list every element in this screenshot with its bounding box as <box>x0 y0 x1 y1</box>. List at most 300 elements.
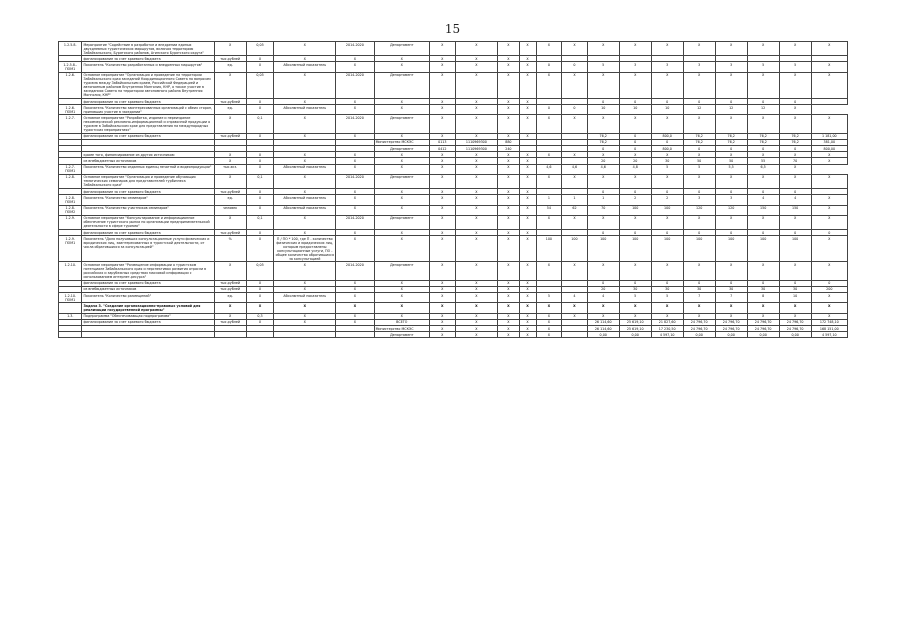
table-cell: 30 <box>779 286 811 292</box>
table-cell: 2014-2020 <box>336 174 374 188</box>
table-cell: 1.2.10. ПОМ1 <box>59 293 82 303</box>
table-cell: Х <box>274 303 336 313</box>
table-cell: Х <box>651 42 683 56</box>
table-cell: Х <box>519 205 536 215</box>
table-cell: 1.2.8. ПОМ1 <box>59 195 82 205</box>
table-cell: 70 <box>587 205 619 215</box>
table-cell: Основное мероприятие "Организация и проведение обучающих тематических семинаров для представителей турбизнеса Забайкальского края" <box>82 174 214 188</box>
table-cell: Х <box>587 303 619 313</box>
table-cell: 0,00 <box>619 332 651 338</box>
table-cell <box>214 332 246 338</box>
table-cell: Х <box>811 115 847 133</box>
table-cell: Х <box>536 325 562 331</box>
table-cell: Х <box>455 303 498 313</box>
table-cell: Х <box>587 215 619 229</box>
table-cell: 24 796,70 <box>747 319 779 325</box>
table-cell: 100 <box>619 205 651 215</box>
table-cell: Х <box>587 42 619 56</box>
table-cell: 172 748,10 <box>811 319 847 325</box>
table-cell: Х <box>246 56 274 62</box>
table-cell: тыс.рублей <box>214 56 246 62</box>
table-cell: 6,5 <box>747 164 779 174</box>
table-cell: 800,00 <box>811 146 847 152</box>
table-cell: Х <box>779 105 811 115</box>
table-cell: Х <box>498 62 519 72</box>
table-cell: финансирование за счет краевого бюджета <box>82 56 214 62</box>
table-cell: Х <box>455 98 498 104</box>
table-cell: Х <box>779 303 811 313</box>
table-cell: Департамент <box>374 115 429 133</box>
table-cell: Х <box>430 313 456 319</box>
table-cell: Х <box>619 42 651 56</box>
table-cell: Х <box>214 174 246 188</box>
table-cell: Х <box>747 313 779 319</box>
table-row <box>59 262 848 280</box>
table-cell: Х <box>619 72 651 98</box>
table-cell: Х <box>498 262 519 280</box>
table-cell: Х <box>336 205 374 215</box>
table-cell: Х <box>274 174 336 188</box>
table-cell: 0,05 <box>246 262 274 280</box>
table-cell: финансирование за счет краевого бюджета <box>82 189 214 195</box>
table-cell: 2014-2020 <box>336 42 374 56</box>
table-cell: 0,1 <box>246 215 274 229</box>
table-cell: Х <box>498 332 519 338</box>
table-cell: Х <box>336 164 374 174</box>
table-cell: 200 <box>811 286 847 292</box>
table-cell: Х <box>779 215 811 229</box>
table-cell: 0 <box>747 280 779 286</box>
table-cell: Департамент <box>374 215 429 229</box>
table-cell: 5 <box>619 293 651 303</box>
table-cell: 20 <box>587 158 619 164</box>
table-cell: Х <box>562 262 588 280</box>
table-cell: Мероприятие "Содействие в разработке и внедрении единых двухдневных туристических маршрутов, включая территорию Забайкальского, Бурятского районов, Агинского Бурятского округа" <box>82 42 214 56</box>
table-cell: Х <box>519 280 536 286</box>
table-cell: 5 <box>536 293 562 303</box>
table-cell: 10 <box>651 105 683 115</box>
table-cell: Х <box>651 262 683 280</box>
table-cell: 2014-2020 <box>336 262 374 280</box>
table-cell: Х <box>811 62 847 72</box>
table-cell: Х <box>498 280 519 286</box>
table-cell: 0 <box>562 105 588 115</box>
table-cell: Х <box>498 164 519 174</box>
table-cell: 5,5 <box>715 164 747 174</box>
table-cell: Х <box>651 215 683 229</box>
table-cell: Х <box>336 293 374 303</box>
table-cell: Х <box>519 42 536 56</box>
table-cell: Х <box>715 215 747 229</box>
table-cell: 0,05 <box>246 42 274 56</box>
table-cell: Х <box>455 133 498 139</box>
table-cell: 0 <box>683 280 715 286</box>
table-cell: Х <box>562 303 588 313</box>
table-cell: Х <box>779 115 811 133</box>
table-cell: Х <box>430 262 456 280</box>
table-cell: Показатель "Количество участников семинаров" <box>82 205 214 215</box>
table-cell: 100 <box>651 236 683 262</box>
table-cell: Х <box>683 313 715 319</box>
table-cell: Х <box>374 229 429 235</box>
table-cell: Х <box>246 98 274 104</box>
table-cell: Х <box>336 152 374 158</box>
table-row <box>59 72 848 98</box>
table-cell: Х <box>536 332 562 338</box>
table-cell: Х <box>811 313 847 319</box>
table-cell: Х <box>430 205 456 215</box>
table-cell: Х <box>430 189 456 195</box>
table-cell: 2014-2020 <box>336 215 374 229</box>
table-cell: 1.2.8. <box>59 174 82 188</box>
table-cell: Х <box>683 303 715 313</box>
table-cell: 100 <box>562 236 588 262</box>
table-cell: Х <box>430 286 456 292</box>
table-cell: 0 <box>715 280 747 286</box>
table-cell: 0 <box>715 229 747 235</box>
table-cell: 76,2 <box>715 139 747 145</box>
table-cell: 76,2 <box>683 133 715 139</box>
table-cell: Х <box>498 229 519 235</box>
table-cell: 4 <box>779 195 811 205</box>
table-cell: Х <box>274 286 336 292</box>
table-cell: Х <box>519 62 536 72</box>
table-cell: 4,6 <box>536 164 562 174</box>
table-cell: 4 597,10 <box>651 332 683 338</box>
table-cell: Х <box>747 215 779 229</box>
table-cell: Х <box>455 286 498 292</box>
table-cell: 4,8 <box>619 164 651 174</box>
table-cell: 76,2 <box>683 139 715 145</box>
table-cell: 0 <box>683 98 715 104</box>
table-cell: тыс.рублей <box>214 319 246 325</box>
table-cell: Х <box>683 262 715 280</box>
table-cell: Х <box>430 42 456 56</box>
table-cell: Х <box>562 42 588 56</box>
table-cell: 24 796,70 <box>715 319 747 325</box>
table-cell: Х <box>811 195 847 205</box>
table-cell: Х <box>498 174 519 188</box>
table-row <box>59 62 848 72</box>
table-cell: Х <box>536 313 562 319</box>
table-cell: П / ПО * 100, где П - количество физических и юридических лиц, которым предоставлены консультационные услуги, ПО - общее количество обратившихся за консультацией <box>275 236 334 261</box>
table-cell: 0 <box>779 189 811 195</box>
table-cell: Х <box>519 152 536 158</box>
table-cell: Х <box>246 133 274 139</box>
table-cell: 100 <box>587 236 619 262</box>
table-cell: 0 <box>779 280 811 286</box>
table-cell: 100 <box>683 236 715 262</box>
table-row <box>59 303 848 313</box>
table-cell: Х <box>562 152 588 158</box>
table-cell: Х <box>779 42 811 56</box>
table-cell: Х <box>536 174 562 188</box>
table-cell: 100 <box>779 236 811 262</box>
table-cell: Х <box>455 325 498 331</box>
table-cell: Х <box>336 98 374 104</box>
table-cell: 0 <box>715 146 747 152</box>
table-cell: Х <box>430 115 456 133</box>
table-cell: Х <box>430 62 456 72</box>
table-cell: Х <box>519 236 536 262</box>
table-cell: Х <box>430 164 456 174</box>
table-cell: Х <box>651 303 683 313</box>
table-cell: Х <box>455 319 498 325</box>
table-cell: финансирование за счет краевого бюджета <box>82 280 214 286</box>
table-cell: Х <box>519 319 536 325</box>
table-cell: 1 <box>536 195 562 205</box>
table-cell: 3 <box>683 195 715 205</box>
table-cell: Х <box>374 195 429 205</box>
table-cell: 10 <box>779 293 811 303</box>
table-cell: 0,1 <box>246 174 274 188</box>
table-cell: кроме того, финансирование из других источников: <box>82 152 214 158</box>
table-cell <box>82 332 214 338</box>
table-cell: Х <box>811 42 847 56</box>
table-cell: Х <box>519 115 536 133</box>
table-cell: Х <box>214 115 246 133</box>
table-cell: Х <box>715 42 747 56</box>
table-cell: Х <box>455 105 498 115</box>
table-cell: финансирование за счет краевого бюджета <box>82 319 214 325</box>
table-cell: 120 <box>715 205 747 215</box>
table-cell: Х <box>214 303 246 313</box>
table-cell: 0 <box>587 229 619 235</box>
table-cell: 3 <box>715 195 747 205</box>
table-cell: ед. <box>214 105 246 115</box>
table-cell: 5 <box>683 164 715 174</box>
table-cell: 0 <box>683 146 715 152</box>
table-cell: 24 796,70 <box>683 319 715 325</box>
table-cell: Департамент <box>374 72 429 98</box>
table-cell: 0,00 <box>747 332 779 338</box>
table-cell: Х <box>430 158 456 164</box>
table-cell: Х <box>587 72 619 98</box>
table-cell: Абсолютный показатель <box>274 195 336 205</box>
table-cell: Х <box>455 229 498 235</box>
table-cell: Показатель "Доля получивших консультационные услуги физических и юридических лиц, заинтересованных в туристской деятельности, от числа обратившихся за консультацией" <box>82 236 214 262</box>
table-cell: 4,6 <box>587 164 619 174</box>
table-cell: Х <box>246 229 274 235</box>
table-cell: 7 <box>715 293 747 303</box>
table-cell: Департамент <box>374 146 429 152</box>
table-cell: Х <box>246 158 274 164</box>
table-cell: Х <box>536 152 562 158</box>
table-cell: Х <box>246 286 274 292</box>
table-cell: Х <box>498 205 519 215</box>
table-cell: Х <box>455 293 498 303</box>
table-cell: Х <box>811 205 847 215</box>
table-cell: Х <box>715 152 747 158</box>
table-cell: 76,2 <box>747 139 779 145</box>
table-cell: Х <box>430 332 456 338</box>
table-cell: Х <box>336 319 374 325</box>
table-cell: 1.2.8. ПОМ2 <box>59 205 82 215</box>
table-cell: Х <box>455 205 498 215</box>
table-cell: Х <box>747 152 779 158</box>
table-cell: 100 <box>651 205 683 215</box>
table-cell: Х <box>430 229 456 235</box>
table-cell: Х <box>430 236 456 262</box>
page-number: 15 <box>444 22 461 36</box>
table-cell: 30 <box>747 286 779 292</box>
table-cell: 880 <box>498 139 519 145</box>
table-cell: 0 <box>651 98 683 104</box>
table-cell: Х <box>651 152 683 158</box>
table-cell: 62 <box>562 205 588 215</box>
table-cell: Х <box>336 229 374 235</box>
table-cell: 0 <box>619 133 651 139</box>
table-cell: Х <box>455 152 498 158</box>
table-cell: Х <box>214 215 246 229</box>
table-cell: Х <box>619 262 651 280</box>
table-cell: 0 <box>683 189 715 195</box>
table-cell: Х <box>455 236 498 262</box>
table-cell: Х <box>430 280 456 286</box>
table-cell: Х <box>536 303 562 313</box>
table-cell: 0 <box>619 139 651 145</box>
table-cell: Х <box>274 262 336 280</box>
table-cell: Основное мероприятие "Консультирование и информационное обеспечение туристского рынка по организации предпринимательской деятельности в сфере туризма" <box>82 215 214 229</box>
table-cell: Х <box>519 332 536 338</box>
table-cell: Х <box>811 303 847 313</box>
table-cell: Х <box>274 98 336 104</box>
table-cell: Х <box>274 229 336 235</box>
table-cell: ед. <box>214 62 246 72</box>
table-cell: Х <box>519 98 536 104</box>
table-cell: 24 796,70 <box>779 325 811 331</box>
table-cell: Департамент <box>374 174 429 188</box>
table-cell: 7 <box>683 293 715 303</box>
table-cell: Х <box>779 174 811 188</box>
table-cell: 26 114,60 <box>587 325 619 331</box>
table-cell: Х <box>619 215 651 229</box>
table-cell: 12 <box>747 105 779 115</box>
table-cell: 150 <box>779 205 811 215</box>
table-cell: Х <box>536 262 562 280</box>
table-row <box>59 236 848 262</box>
table-cell: Х <box>274 189 336 195</box>
table-cell: Х <box>519 158 536 164</box>
table-cell: 100 <box>619 236 651 262</box>
table-cell: 100 <box>747 236 779 262</box>
table-cell: Абсолютный показатель <box>274 105 336 115</box>
table-cell: Абсолютный показатель <box>274 62 336 72</box>
table-cell: 0 <box>651 139 683 145</box>
table-cell: 1.2.9. <box>59 215 82 229</box>
table-cell: 76,2 <box>779 139 811 145</box>
table-cell: Х <box>619 303 651 313</box>
table-cell: Х <box>536 72 562 98</box>
table-cell: Х <box>374 56 429 62</box>
table-cell: 30 <box>715 286 747 292</box>
table-cell: 76,2 <box>587 139 619 145</box>
table-cell: Х <box>336 133 374 139</box>
table-cell: Х <box>811 174 847 188</box>
table-cell: Основное мероприятие "Размещение информации о туристском потенциале Забайкальского края и перспективах развития отрасли в российских и зарубежных средствах массовой информации с использованием интернет-ресурса" <box>82 262 214 280</box>
table-cell: 76,2 <box>715 133 747 139</box>
table-cell: Х <box>536 319 562 325</box>
table-row <box>59 195 848 205</box>
table-cell: ед. <box>214 293 246 303</box>
table-cell: Х <box>562 313 588 319</box>
table-cell: Х <box>811 293 847 303</box>
table-cell: тыс.рублей <box>214 98 246 104</box>
table-cell: Х <box>336 56 374 62</box>
table-cell: Х <box>430 303 456 313</box>
table-cell: 1.2.6. ПОМ1 <box>59 105 82 115</box>
table-cell: Х <box>374 164 429 174</box>
table-cell: 3 <box>715 62 747 72</box>
table-cell: Х <box>455 164 498 174</box>
table-cell: финансирование за счет краевого бюджета <box>82 98 214 104</box>
table-cell: Х <box>619 313 651 319</box>
table-cell: 3 <box>683 62 715 72</box>
table-cell: 0 <box>651 189 683 195</box>
table-cell: 0 <box>715 189 747 195</box>
table-cell: Х <box>498 236 519 262</box>
table-cell: Х <box>519 215 536 229</box>
table-cell: 0 <box>811 280 847 286</box>
table-cell: Х <box>430 215 456 229</box>
table-cell: Х <box>811 262 847 280</box>
table-cell: 1.3. <box>59 313 82 319</box>
table-cell: Х <box>683 72 715 98</box>
table-cell: 50 <box>715 158 747 164</box>
table-cell: Х <box>498 158 519 164</box>
table-cell: 10 <box>587 105 619 115</box>
table-cell: 0 <box>619 280 651 286</box>
table-cell: Х <box>498 115 519 133</box>
table-cell: Х <box>519 262 536 280</box>
table-cell: Х <box>430 56 456 62</box>
table-cell: Х <box>246 189 274 195</box>
table-cell: 5 <box>747 62 779 72</box>
table-cell: Х <box>519 164 536 174</box>
table-cell: Х <box>747 115 779 133</box>
table-cell: 1.2.9. ПОМ1 <box>59 236 82 262</box>
table-cell: Х <box>651 115 683 133</box>
table-cell: Х <box>246 62 274 72</box>
table-cell: Х <box>214 42 246 56</box>
table-cell: Х <box>715 115 747 133</box>
table-cell: Х <box>715 262 747 280</box>
table-cell: Департамент <box>374 42 429 56</box>
table-cell: Х <box>519 56 536 62</box>
table-cell: 240 <box>498 146 519 152</box>
table-row <box>59 332 848 338</box>
table-cell <box>246 332 274 338</box>
table-body <box>59 42 848 338</box>
table-cell: Х <box>455 280 498 286</box>
table-cell: 70 <box>779 158 811 164</box>
table-cell: Х <box>336 189 374 195</box>
table-cell: 1 <box>562 195 588 205</box>
table-cell: 3 <box>619 62 651 72</box>
table-cell: Х <box>715 313 747 319</box>
table-cell: Х <box>274 152 336 158</box>
table-cell: 150 <box>747 205 779 215</box>
table-cell: 0,00 <box>587 332 619 338</box>
table-cell: из внебюджетных источников <box>82 158 214 164</box>
table-cell: Х <box>246 164 274 174</box>
table-cell: Х <box>498 56 519 62</box>
table-cell: Х <box>519 293 536 303</box>
table-cell: Задача 3. "Создание организационно-правовых условий для реализации государственной программы" <box>82 303 214 313</box>
table-cell: 76,2 <box>587 133 619 139</box>
table-cell: 76,2 <box>747 133 779 139</box>
table-cell: Х <box>374 280 429 286</box>
